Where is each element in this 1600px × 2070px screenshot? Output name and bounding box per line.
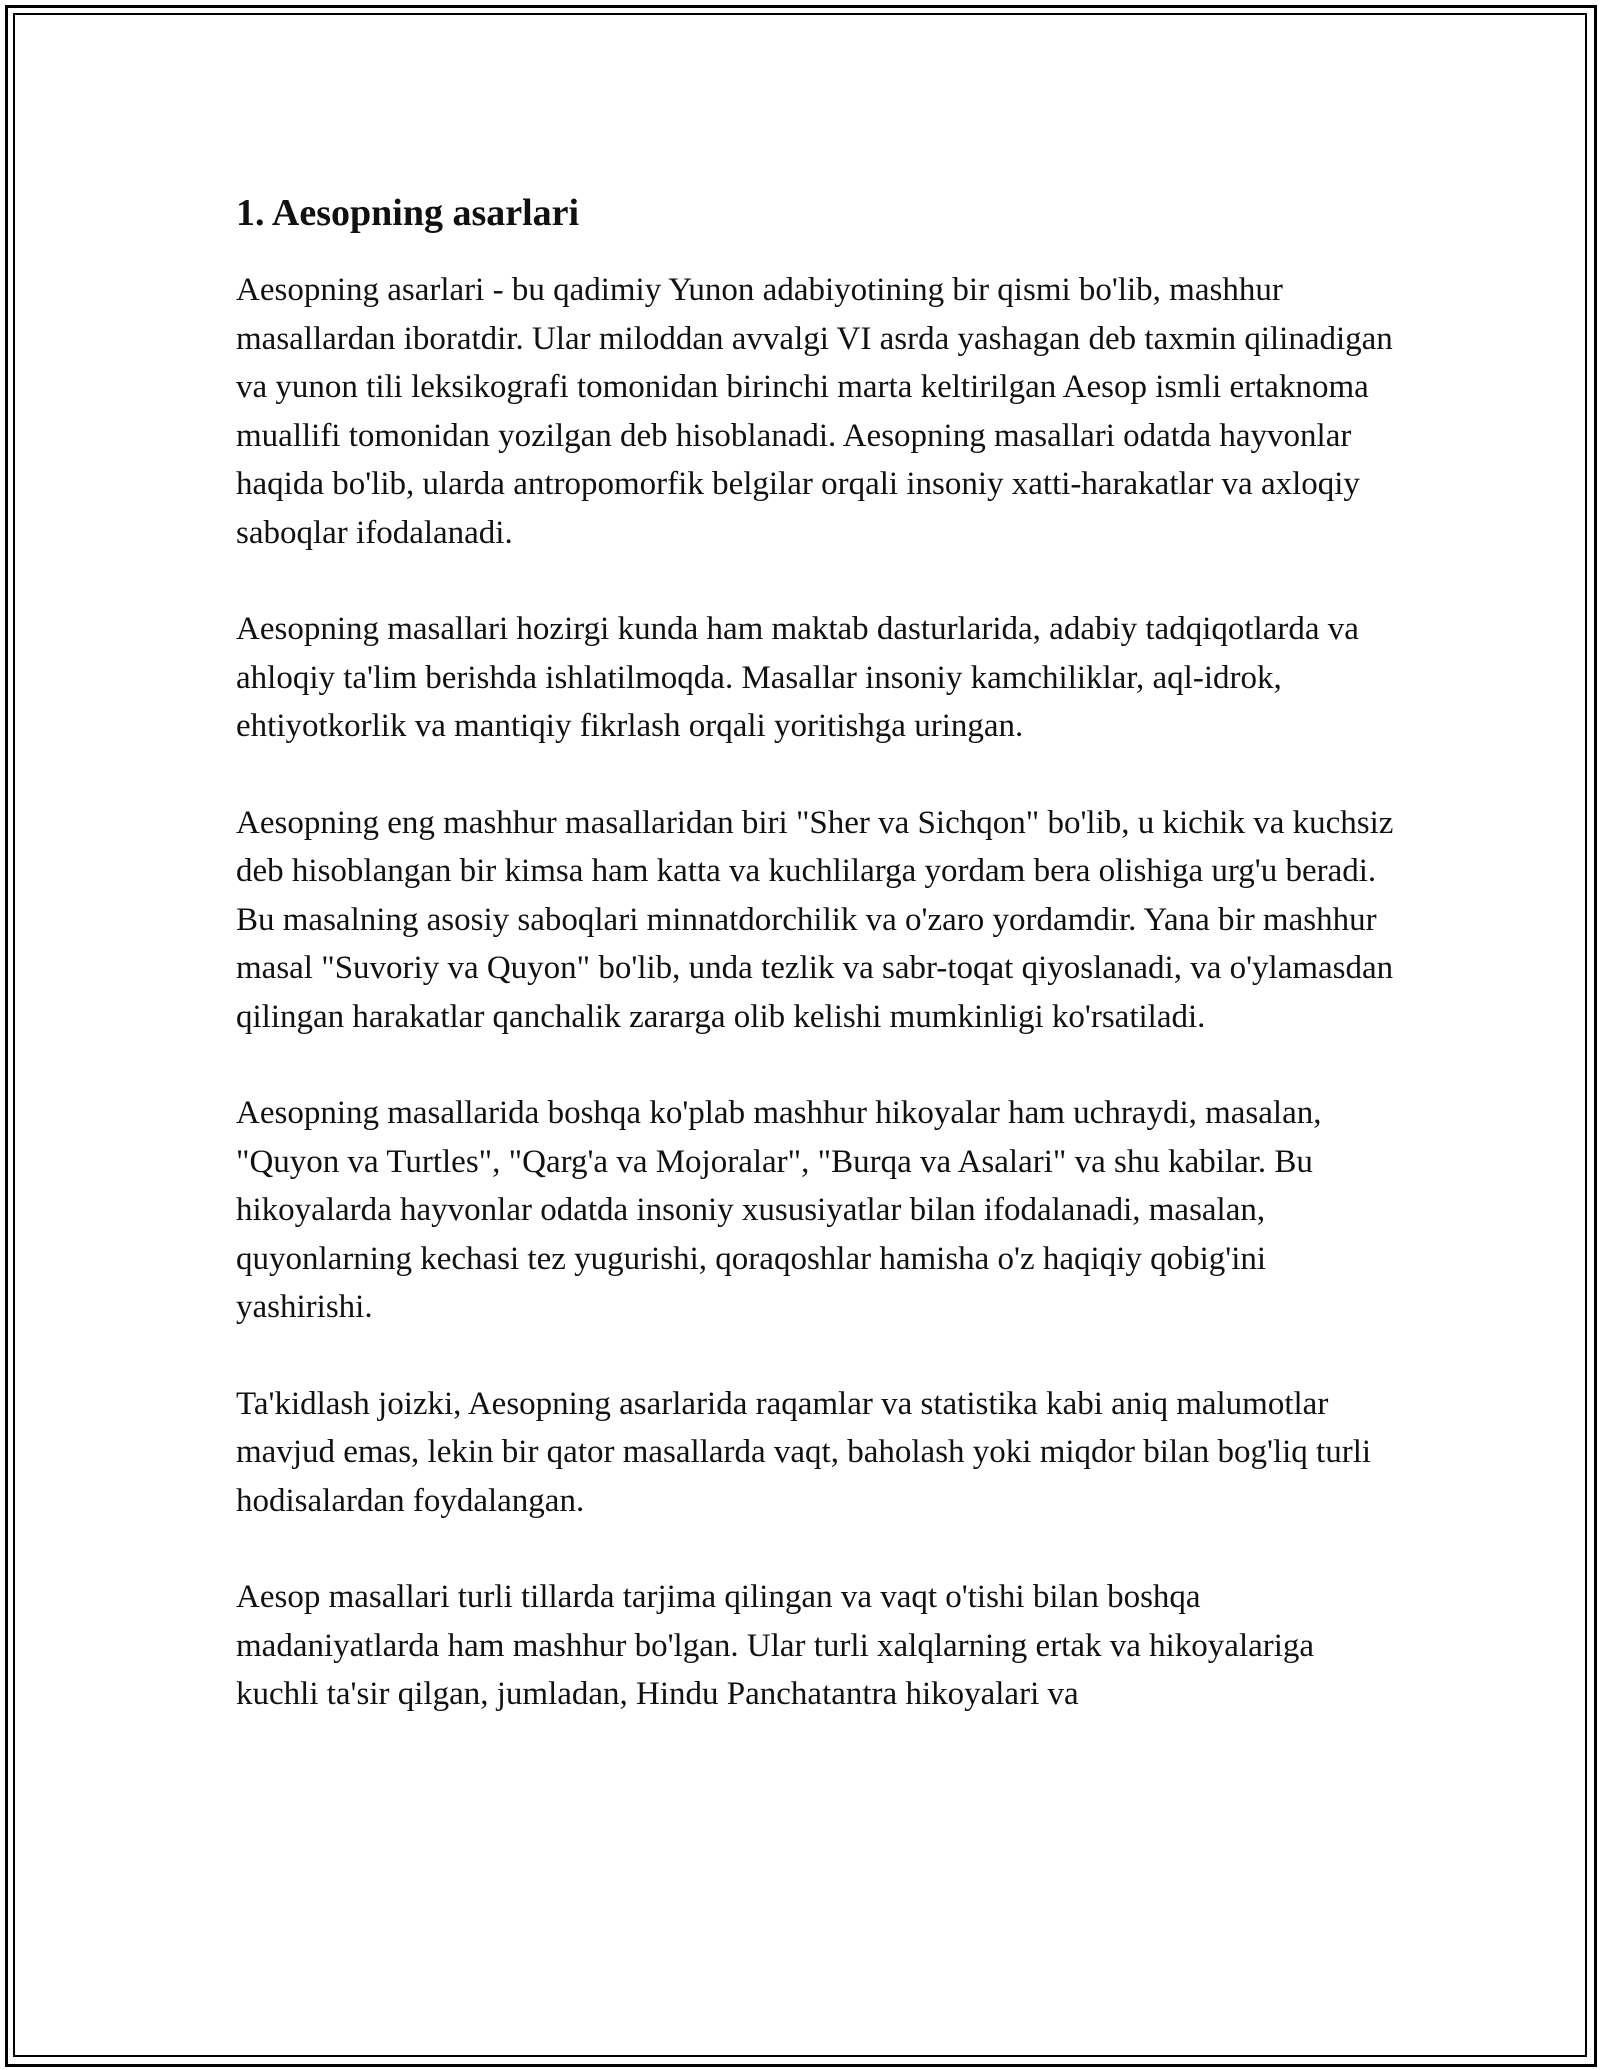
paragraph-other-stories: Aesopning masallarida boshqa ko'plab mashhur hikoyalar ham uchraydi, masalan, "Quyon va Turtles", "Qarg'a va Mojoralar", "Burqa va Asalari" va shu kabilar. Bu hikoyalarda hayvonlar odatda insoniy xususiyatlar bilan ifodalanadi, masalan, quyonlarning kechasi tez yugurishi, qoraqoshlar hamisha o'z haqiqiy qobig'ini yashirishi. — [236, 1095, 1322, 1325]
paragraph-note: Ta'kidlash joizki, Aesopning asarlarida raqamlar va statistika kabi aniq malumotlar mavjud emas, lekin bir qator masallarda vaqt, baholash yoki miqdor bilan bog'liq turli hodisalardan foydalangan. — [236, 1385, 1372, 1519]
paragraph-famous-fables: Aesopning eng mashhur masallaridan biri "Sher va Sichqon" bo'lib, u kichik va kuchsiz deb hisoblangan bir kimsa ham katta va kuchlilarga yordam bera olishiga urg'u beradi. Bu masalning asosiy saboqlari minnatdorchilik va o'zaro yordamdir. Yana bir mashhur masal "Suvoriy va Quyon" bo'lib, unda tezlik va sabr-toqat qiyoslanadi, va o'ylamasdan qilingan harakatlar qanchalik zararga olib kelishi mumkinligi ko'rsatiladi. — [236, 804, 1394, 1035]
document-body — [236, 186, 1396, 1767]
document-title: 1. Aesopning asarlari — [236, 192, 580, 234]
paragraph-modern-use: Aesopning masallari hozirgi kunda ham maktab dasturlarida, adabiy tadqiqotlarda va ahloqiy ta'lim berishda ishlatilmoqda. Masallar insoniy kamchiliklar, aql-idrok, ehtiyotkorlik va mantiqiy fikrlash orqali yoritishga uringan. — [236, 611, 1359, 744]
paragraph-translations: Aesop masallari turli tillarda tarjima qilingan va vaqt o'tishi bilan boshqa madaniyatlarda ham mashhur bo'lgan. Ular turli xalqlarning ertak va hikoyalariga kuchli ta'sir qilgan, jumladan, Hindu Panchatantra hikoyalari va — [236, 1579, 1315, 1712]
paragraph-intro: Aesopning asarlari - bu qadimiy Yunon adabiyotining bir qismi bo'lib, mashhur masallardan iboratdir. Ular miloddan avvalgi VI asrda yashagan deb taxmin qilinadigan va yunon tili leksikografi tomonidan birinchi marta keltirilgan Aesop ismli ertaknoma muallifi tomonidan yozilgan deb hisoblanadi. Aesopning masallari odatda hayvonlar haqida bo'lib, ularda antropomorfik belgilar orqali insoniy xatti-harakatlar va axloqiy saboqlar ifodalanadi. — [236, 272, 1393, 551]
